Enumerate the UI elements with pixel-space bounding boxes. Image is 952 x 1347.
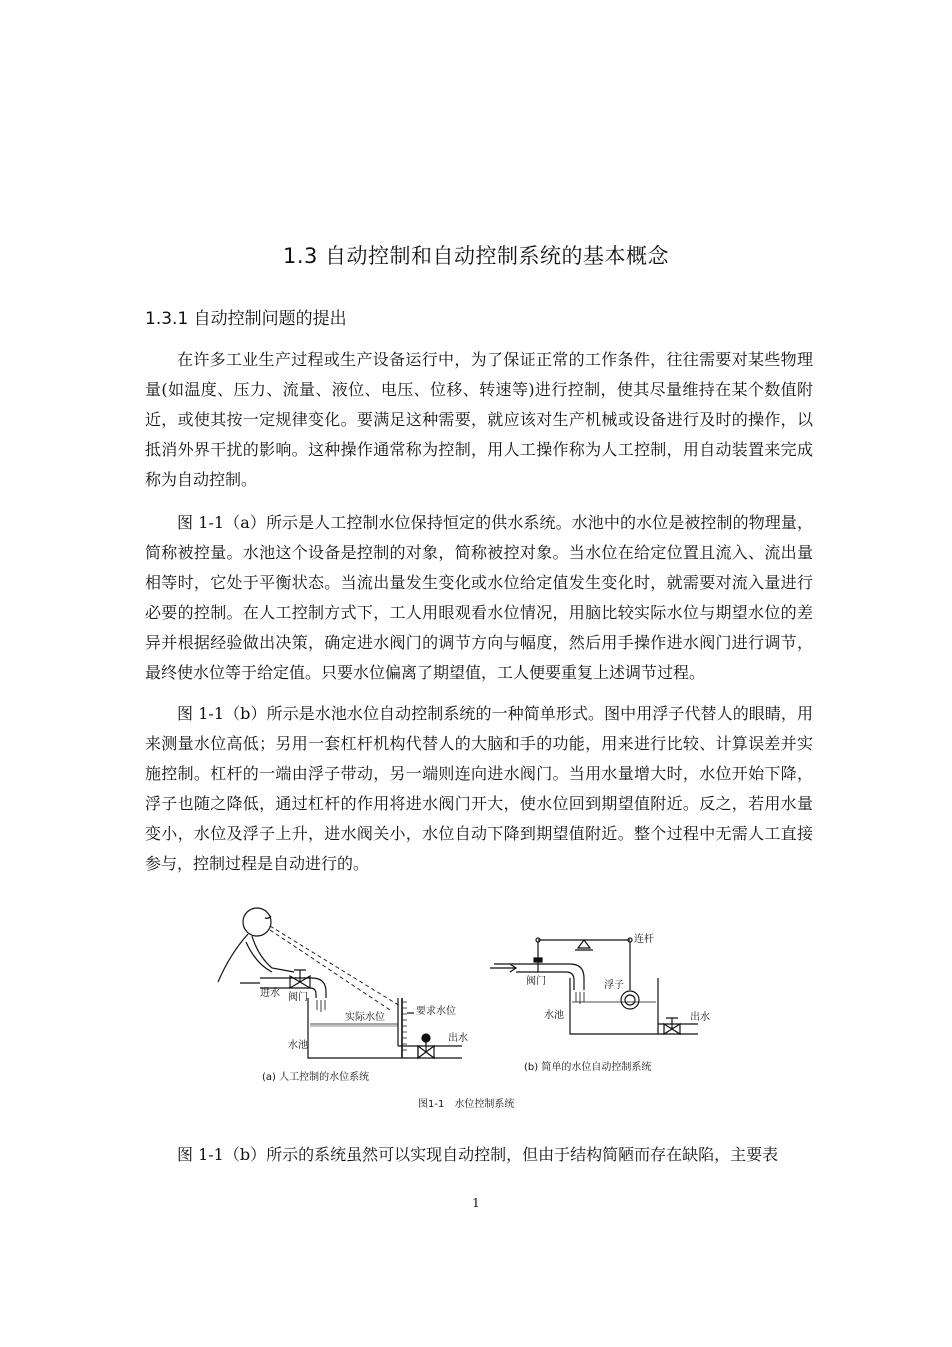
page-number: 1 [472, 1196, 480, 1210]
label-tank-b: 水池 [544, 1010, 564, 1021]
label-actual-level: 实际水位 [345, 1012, 385, 1023]
label-outlet-b: 出水 [690, 1012, 710, 1023]
figure-drawing [200, 898, 740, 1118]
caption-a: (a) 人工控制的水位系统 [262, 1072, 370, 1083]
figure-water-level-control [200, 898, 740, 1118]
body-paragraph: 在许多工业生产过程或生产设备运行中，为了保证正常的工作条件，往往需要对某些物理量(如温度、压力、流量、液位、电压、位移、转速等)进行控制，使其尽量维持在某个数值附近，或使其按一定规律变化。要满足这种需要，就应该对生产机械或设备进行及时的操作，以抵消外界干扰的影响。这种操作通常称为控制，用人工操作称为人工控制，用自动装置来完成称为自动控制。 [145, 350, 813, 489]
label-tank-a: 水池 [288, 1040, 308, 1051]
label-inlet: 进水 [260, 988, 280, 999]
operator-body [218, 934, 248, 982]
float-icon [621, 991, 639, 1009]
chapter-heading: 1.3 自动控制和自动控制系统的基本概念 [282, 244, 670, 268]
label-outlet-a: 出水 [448, 1033, 468, 1044]
body-paragraph: 图 1-1（a）所示是人工控制水位保持恒定的供水系统。水池中的水位是被控制的物理量，简称被控量。水池这个设备是控制的对象，简称被控对象。当水位在给定位置且流入、流出量相等时，它处于平衡状态。当流出量发生变化或水位给定值发生变化时，就需要对流入量进行必要的控制。在人工控制方式下，工人用眼观看水位情况，用脑比较实际水位与期望水位的差异并根据经验做出决策，确定进水阀门的调节方向与幅度，然后用手操作进水阀门进行调节，最终使水位等于给定值。只要水位偏离了期望值，工人便要重复上述调节过程。 [145, 513, 813, 682]
body-paragraph: 图 1-1（b）所示的系统虽然可以实现自动控制，但由于结构简陋而存在缺陷，主要表 [177, 1145, 779, 1164]
lever-pivot-icon [578, 940, 590, 948]
label-valve-a: 阀门 [288, 992, 308, 1003]
label-required-level: 要求水位 [416, 1006, 456, 1017]
caption-b: (b) 简单的水位自动控制系统 [524, 1062, 652, 1073]
section-heading: 1.3.1 自动控制问题的提出 [145, 309, 347, 329]
figure-caption: 图1-1 水位控制系统 [418, 1099, 515, 1110]
body-paragraph: 图 1-1（b）所示是水池水位自动控制系统的一种简单形式。图中用浮子代替人的眼睛，用来测量水位高低；另用一套杠杆机构代替人的大脑和手的功能，用来进行比较、计算误差并实施控制。杠杆的一端由浮子带动，另一端则连向进水阀门。当用水量增大时，水位开始下降，浮子也随之降低，通过杠杆的作用将进水阀门开大，使水位回到期望值附近。反之，若用水量变小，水位及浮子上升，进水阀关小，水位自动下降到期望值附近。整个过程中无需人工直接参与，控制过程是自动进行的。 [145, 704, 813, 873]
operator-head [243, 908, 271, 936]
label-lever: 连杆 [634, 934, 654, 945]
label-valve-b: 阀门 [526, 976, 546, 987]
label-float: 浮子 [604, 980, 624, 991]
